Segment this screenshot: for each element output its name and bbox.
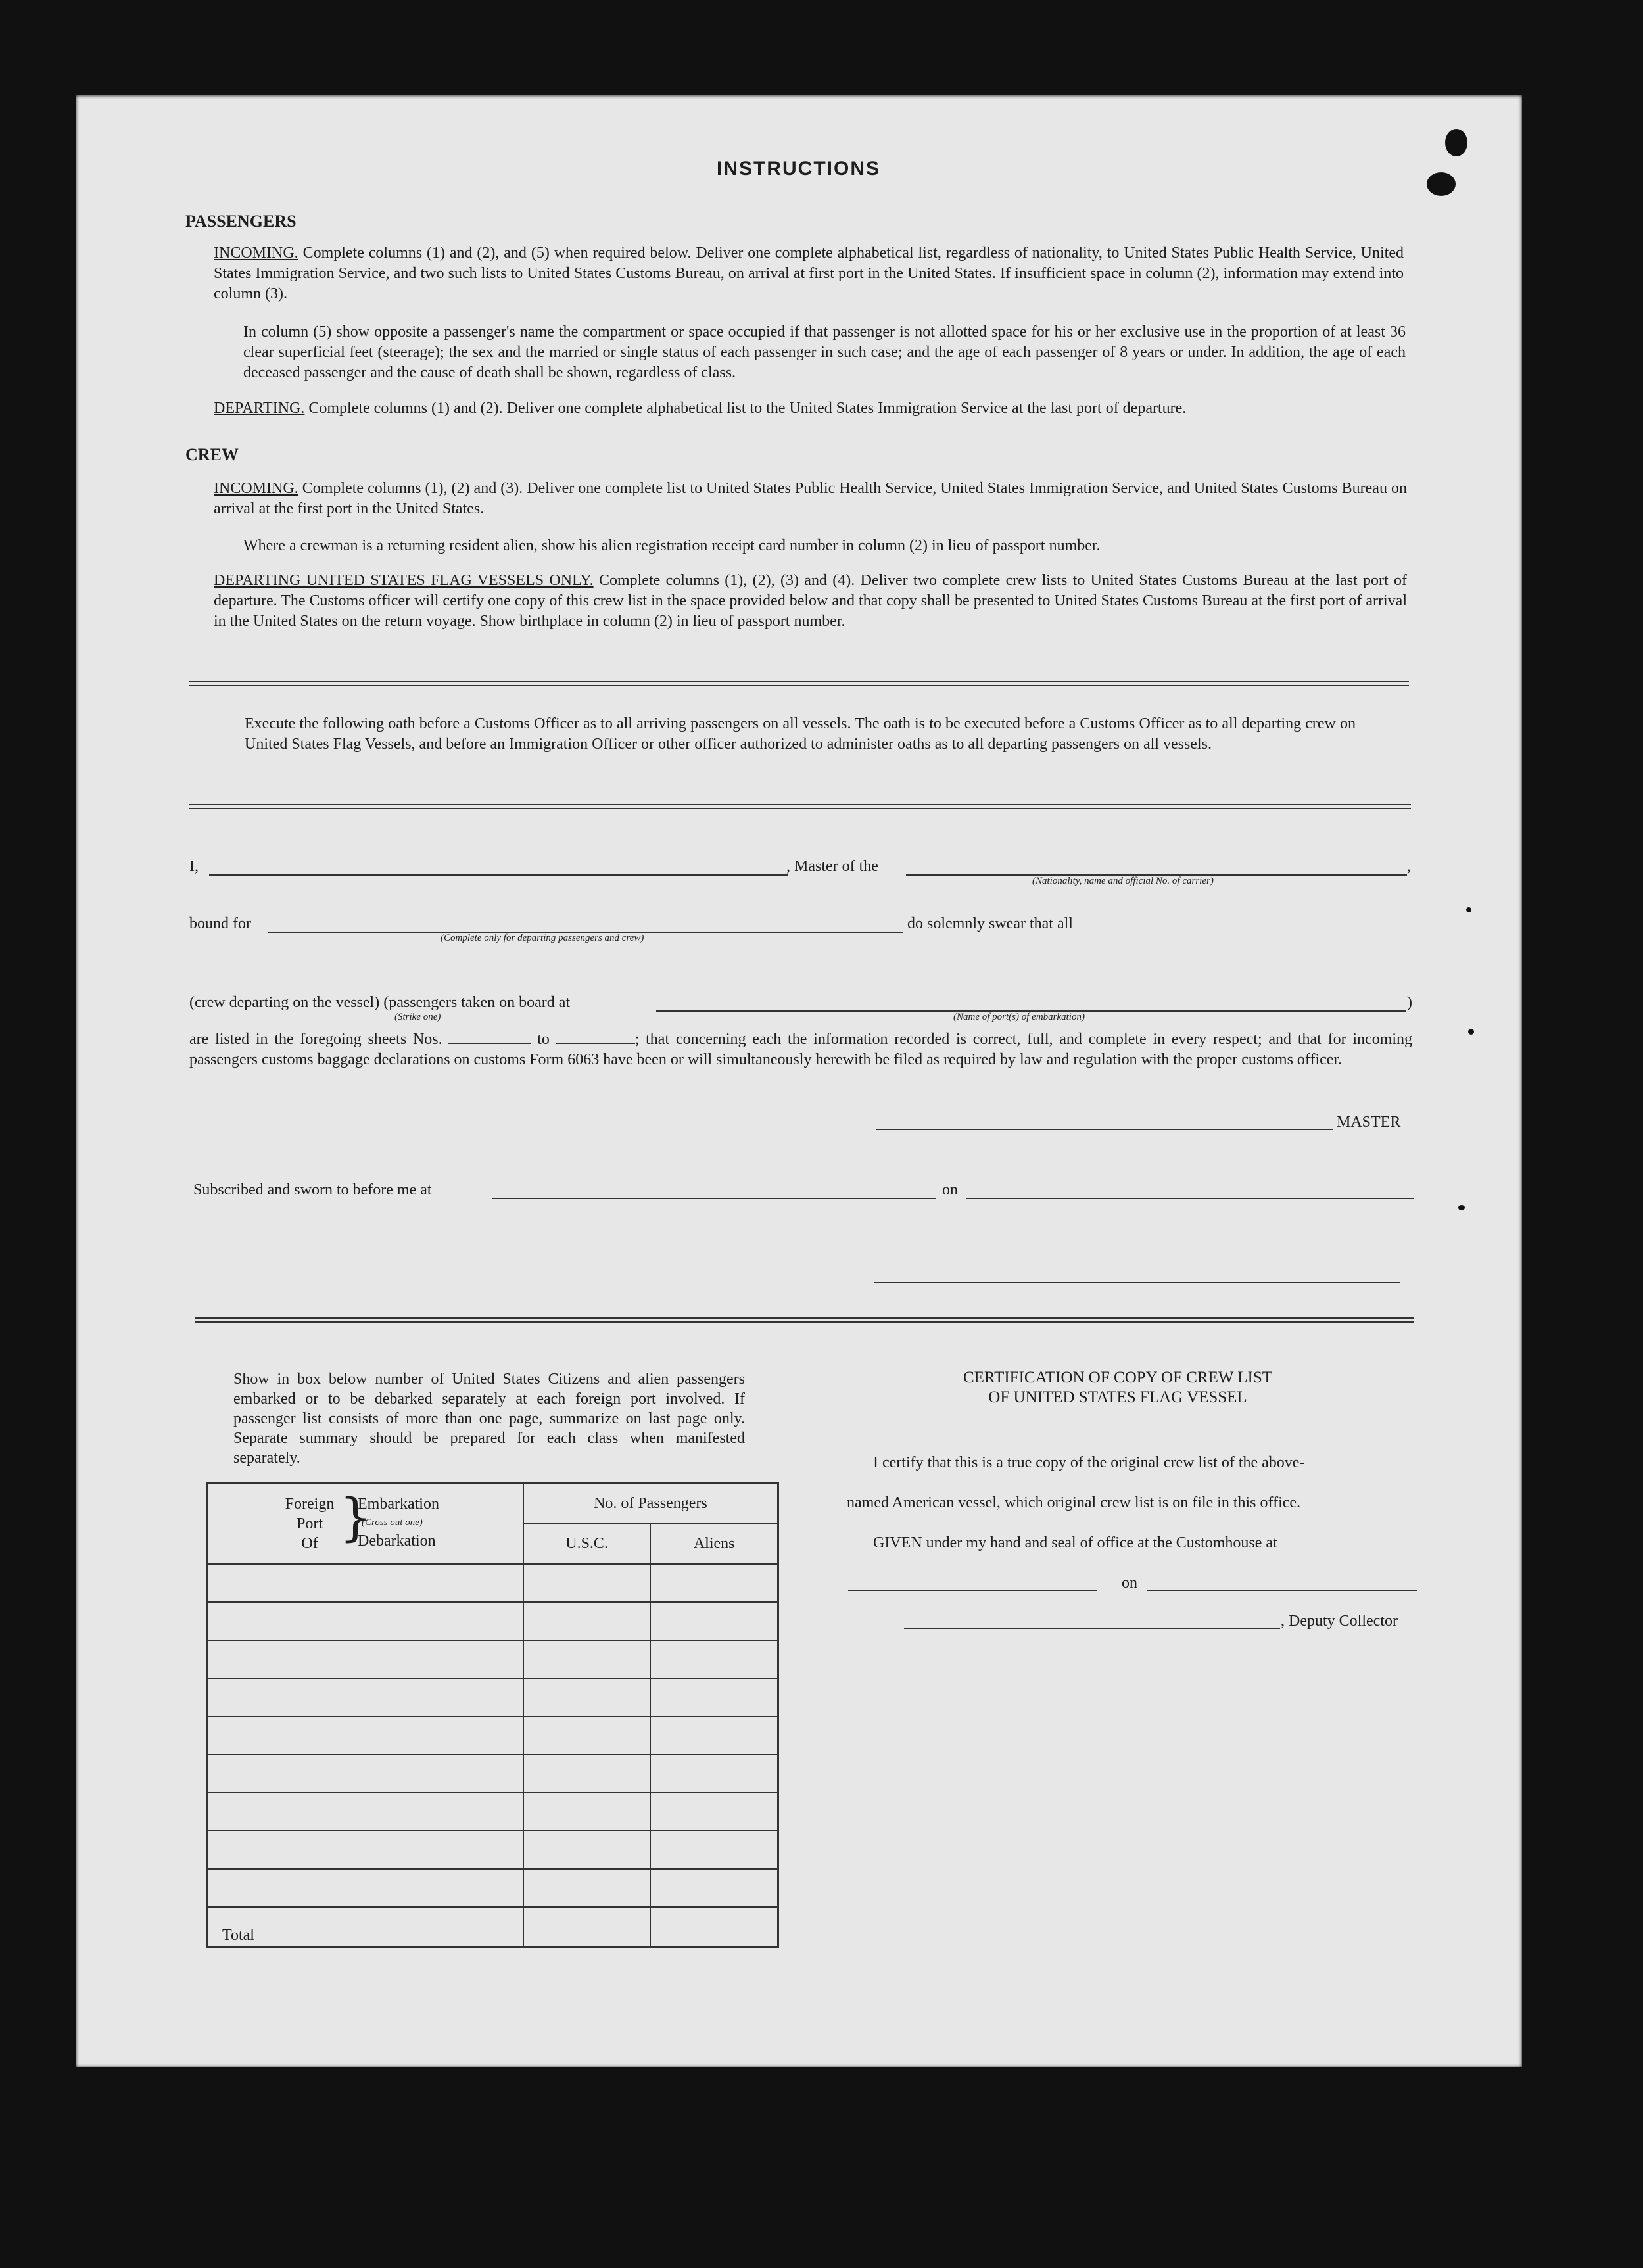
port-cell[interactable] (207, 1831, 523, 1869)
col-port: Port (296, 1515, 323, 1532)
brace-glyph: } (339, 1488, 372, 1547)
total-row (207, 1907, 778, 1947)
sworn-place-field[interactable] (492, 1198, 936, 1199)
usc-cell[interactable] (523, 1640, 651, 1678)
table-row (207, 1602, 778, 1640)
table-row (207, 1831, 778, 1869)
table-row (207, 1716, 778, 1755)
aliens-cell[interactable] (650, 1831, 778, 1869)
section-divider (189, 804, 1411, 809)
passengers-heading: PASSENGERS (185, 212, 297, 231)
oath-listed-paragraph (189, 1029, 1412, 1070)
to-label: to (537, 1031, 550, 1048)
ink-speck (1458, 1205, 1465, 1210)
aliens-cell[interactable] (650, 1564, 778, 1602)
ink-blot (1427, 172, 1456, 196)
sworn-date-field[interactable] (966, 1198, 1414, 1199)
certification-heading-2: OF UNITED STATES FLAG VESSEL (988, 1388, 1247, 1406)
sheet-to-field[interactable] (556, 1029, 635, 1044)
table-row (207, 1564, 778, 1602)
bound-note: (Complete only for departing passengers and crew) (441, 933, 644, 943)
master-label: MASTER (1337, 1114, 1401, 1131)
subscribed-label: Subscribed and sworn to before me at (193, 1181, 432, 1198)
port-cell[interactable] (207, 1640, 523, 1678)
usc-cell[interactable] (523, 1678, 651, 1716)
certification-body-1: I certify that this is a true copy of the original crew list of the above- (873, 1454, 1305, 1471)
sworn-on-label: on (942, 1181, 958, 1198)
nationality-note: (Nationality, name and official No. of carrier) (1032, 876, 1214, 886)
port-cell[interactable] (207, 1869, 523, 1907)
passengers-departing-label: DEPARTING. (214, 400, 305, 417)
sheet-from-field[interactable] (448, 1029, 531, 1044)
crew-heading: CREW (185, 445, 239, 464)
master-name-field[interactable] (209, 874, 788, 876)
certification-heading-1: CERTIFICATION OF COPY OF CREW LIST (963, 1369, 1273, 1386)
passenger-summary-table (206, 1482, 779, 1948)
bound-for-label: bound for (189, 915, 251, 932)
usc-cell[interactable] (523, 1716, 651, 1755)
aliens-cell[interactable] (650, 1640, 778, 1678)
ports-note: (Name of port(s) of embarkation) (953, 1012, 1085, 1022)
col-of: Of (301, 1535, 318, 1552)
passengers-departing-text: Complete columns (1) and (2). Deliver one complete alphabetical list to the United States Immigration Service at the last port of departure. (308, 400, 1187, 417)
no-passengers-header: No. of Passengers (523, 1484, 778, 1524)
page-title: INSTRUCTIONS (717, 158, 880, 179)
summary-instructions: Show in box below number of United States Citizens and alien passengers embarked or to be debarked separately at each foreign port involved. If passenger list consists of more than one page, summarize on last page only. Separate summary should be prepared for each class when manifested separately. (233, 1371, 745, 1467)
certification-on: on (1122, 1574, 1137, 1592)
section-divider (189, 681, 1409, 686)
usc-cell[interactable] (523, 1564, 651, 1602)
table-row (207, 1869, 778, 1907)
listed-text-a: are listed in the foregoing sheets Nos. (189, 1031, 442, 1048)
table-row (207, 1793, 778, 1831)
aliens-cell[interactable] (650, 1793, 778, 1831)
solemnly-text: do solemnly swear that all (907, 915, 1073, 932)
usc-cell[interactable] (523, 1755, 651, 1793)
total-usc-cell[interactable] (523, 1907, 651, 1947)
certification-body-2: named American vessel, which original crew list is on file in this office. (847, 1494, 1301, 1511)
usc-header: U.S.C. (523, 1524, 651, 1564)
table-row (207, 1755, 778, 1793)
listed-text-b: ; that concerning each the information recorded is correct, full, and complete in every respect; and that for incoming passengers customs baggage declarations on customs Form 6063 have been or will simultaneously herewith be filed as required by law and regulation with the proper customs officer. (189, 1031, 1413, 1068)
ink-blot (1445, 129, 1467, 156)
officer-signature-field[interactable] (874, 1282, 1400, 1283)
passengers-departing-paragraph (214, 398, 1404, 419)
passengers-incoming-text: Complete columns (1) and (2), and (5) when required below. Deliver one complete alphabetical list, regardless of nationality, to United States Public Health Service, United States Immigration Service, and two such lists to United States Customs Bureau, on arrival at first port in the United States. If insufficient space in column (2), information may extend into column (3). (214, 245, 1404, 302)
crew-incoming-paragraph (214, 479, 1407, 519)
close-paren: ) (1407, 994, 1412, 1011)
port-cell[interactable] (207, 1716, 523, 1755)
aliens-cell[interactable] (650, 1602, 778, 1640)
usc-cell[interactable] (523, 1831, 651, 1869)
certification-given: GIVEN under my hand and seal of office at the Customhouse at (873, 1534, 1277, 1551)
usc-cell[interactable] (523, 1869, 651, 1907)
port-cell[interactable] (207, 1602, 523, 1640)
col-debarkation: Debarkation (358, 1532, 436, 1549)
port-cell[interactable] (207, 1564, 523, 1602)
total-aliens-cell[interactable] (650, 1907, 778, 1947)
crew-incoming-label: INCOMING. (214, 480, 298, 497)
crew-departing-label: DEPARTING UNITED STATES FLAG VESSELS ONLY. (214, 572, 594, 589)
aliens-cell[interactable] (650, 1716, 778, 1755)
table-row (207, 1640, 778, 1678)
total-label: Total (207, 1907, 523, 1947)
oath-i-label: I, (189, 858, 199, 875)
strike-one-note: (Strike one) (394, 1012, 441, 1022)
port-cell[interactable] (207, 1678, 523, 1716)
col-cross-out: (Cross out one) (362, 1517, 423, 1528)
crew-departing-text: (crew departing on the vessel) (passengers taken on board at (189, 994, 571, 1011)
aliens-cell[interactable] (650, 1869, 778, 1907)
section-divider (195, 1317, 1414, 1323)
ink-speck (1466, 907, 1471, 912)
passengers-column5-text: In column (5) show opposite a passenger's name the compartment or space occupied if that passenger is not allotted space for his or her exclusive use in the proportion of at least 36 clear superficial feet (steerage); the sex and the married or single status of each passenger in such case; and the age of each passenger of 8 years or under. In addition, the age of each deceased passenger and the cause of death shall be shown, regardless of class. (243, 323, 1406, 381)
certification-date-field[interactable] (1147, 1590, 1417, 1591)
customhouse-field[interactable] (848, 1590, 1097, 1591)
deputy-signature-field[interactable] (904, 1628, 1280, 1629)
passengers-incoming-paragraph (214, 243, 1404, 304)
crew-crewman-text: Where a crewman is a returning resident alien, show his alien registration receipt card number in column (2) in lieu of passport number. (243, 537, 1101, 554)
col-embarkation: Embarkation (358, 1496, 439, 1513)
master-signature-field[interactable] (876, 1129, 1333, 1130)
aliens-header: Aliens (650, 1524, 778, 1564)
aliens-cell[interactable] (650, 1755, 778, 1793)
crew-incoming-text: Complete columns (1), (2) and (3). Deliver one complete list to United States Public Health Service, United States Immigration Service, and United States Customs Bureau on arrival at the first port in the United States. (214, 480, 1408, 517)
port-cell[interactable] (207, 1755, 523, 1793)
port-header-cell (207, 1484, 523, 1565)
port-cell[interactable] (207, 1793, 523, 1831)
aliens-cell[interactable] (650, 1678, 778, 1716)
comma-mark: , (1407, 858, 1411, 875)
table-row (207, 1678, 778, 1716)
crew-departing-paragraph (214, 571, 1407, 632)
crew-departing-text: Complete columns (1), (2), (3) and (4). Deliver two complete crew lists to United States Customs Bureau at the last port of departure. The Customs officer will certify one copy of this crew list in the space provided below and that copy shall be presented to United States Customs Bureau at the first port of arrival in the United States on the return voyage. Show birthplace in column (2) in lieu of passport number. (214, 572, 1408, 630)
passengers-incoming-label: INCOMING. (214, 245, 298, 262)
ink-speck (1468, 1029, 1474, 1035)
col-foreign: Foreign (285, 1496, 335, 1513)
master-of-the-label: , Master of the (786, 858, 878, 875)
deputy-collector-label: , Deputy Collector (1281, 1613, 1398, 1630)
usc-cell[interactable] (523, 1793, 651, 1831)
usc-cell[interactable] (523, 1602, 651, 1640)
oath-intro: Execute the following oath before a Customs Officer as to all arriving passengers on all vessels. The oath is to be executed before a Customs Officer as to all departing crew on United States Flag Vessels, and before an Immigration Officer or other officer authorized to administer oaths as to all departing passengers on all vessels. (245, 715, 1356, 753)
